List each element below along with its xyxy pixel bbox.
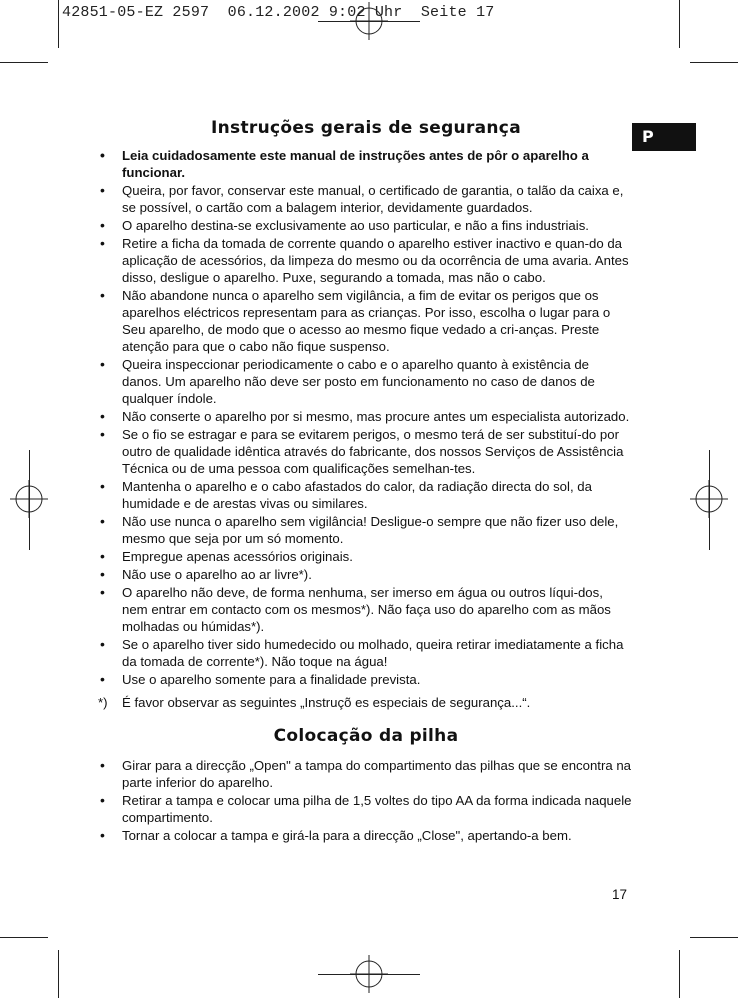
page-number: 17 [612, 887, 628, 902]
document-body [100, 118, 632, 845]
crop-mark [318, 974, 420, 975]
footnote-mark: *) [98, 695, 108, 710]
list-item: • Girar para a direcção „Open" a tampa do compartimento das pilhas que se encontra na parte inferior do aparelho. [100, 757, 632, 791]
footnote-text: É favor observar as seguintes „Instruçõ es especiais de segurança...“. [122, 695, 531, 710]
list-item: • Não conserte o aparelho por si mesmo, mas procure antes um especialista autorizado. [100, 408, 632, 425]
list-item: • O aparelho destina-se exclusivamente ao uso particular, e não a fins industriais. [100, 217, 632, 234]
list-item: • Leia cuidadosamente este manual de instruções antes de pôr o aparelho a funcionar. [100, 147, 632, 181]
crop-mark [29, 450, 30, 550]
crop-mark [318, 21, 420, 22]
crop-mark [690, 937, 738, 938]
safety-list [100, 147, 632, 688]
list-item: • Queira, por favor, conservar este manual, o certificado de garantia, o talão da caixa e, se possível, o cartão com a balagem interior, devidamente guardados. [100, 182, 632, 216]
list-item: • Não use o aparelho ao ar livre*). [100, 566, 632, 583]
list-item: • Queira inspeccionar periodicamente o cabo e o aparelho quanto à existência de danos. Um aparelho não deve ser posto em funcionamento no caso de danos de qualquer índole. [100, 356, 632, 407]
section-title-battery: Colocação da pilha [273, 726, 459, 746]
language-tab: P [632, 123, 696, 151]
list-item: • Empregue apenas acessórios originais. [100, 548, 632, 565]
print-slug-header: 42851-05-EZ 2597 06.12.2002 9:02 Uhr Seite 17 [62, 4, 495, 21]
crop-mark [709, 450, 710, 550]
crop-mark [58, 0, 59, 48]
crop-mark [679, 950, 680, 998]
list-item: • Não use nunca o aparelho sem vigilância! Desligue-o sempre que não fizer uso dele, mesmo que seja por um só momento. [100, 513, 632, 547]
list-item: • Não abandone nunca o aparelho sem vigilância, a fim de evitar os perigos que os aparelhos eléctricos representam para as crianças. Por isso, escolha o lugar para o Seu aparelho, de modo que o acesso ao mesmo fique vedado a cri-anças. Preste atenção para que o cabo não fique suspenso. [100, 287, 632, 355]
list-item: • Use o aparelho somente para a finalidade prevista. [100, 671, 632, 688]
list-item: • Se o fio se estragar e para se evitarem perigos, o mesmo terá de ser substituí-do por outro de qualidade idêntica através do fabricante, dos nossos Serviços de Assistência Técnica ou de uma pessoa com qualificações semelhan-tes. [100, 426, 632, 477]
list-item: • Se o aparelho tiver sido humedecido ou molhado, queira retirar imediatamente a ficha da tomada de corrente*). Não toque na água! [100, 636, 632, 670]
list-item: • Retirar a tampa e colocar uma pilha de 1,5 voltes do tipo AA da forma indicada naquele compartimento. [100, 792, 632, 826]
crop-mark [690, 62, 738, 63]
footnote [100, 694, 632, 711]
crop-mark [0, 937, 48, 938]
crop-mark [58, 950, 59, 998]
battery-list [100, 757, 632, 844]
list-item: • Retire a ficha da tomada de corrente quando o aparelho estiver inactivo e quan-do da aplicação de acessórios, da limpeza do mesmo ou da ocorrência de uma avaria. Antes disso, desligue o aparelho. Puxe, segurando a tomada, mas não o cabo. [100, 235, 632, 286]
crop-mark [679, 0, 680, 48]
section-title-safety: Instruções gerais de segurança [211, 118, 521, 138]
crop-mark [0, 62, 48, 63]
list-item: • Tornar a colocar a tampa e girá-la para a direcção „Close", apertando-a bem. [100, 827, 632, 844]
list-item: • O aparelho não deve, de forma nenhuma, ser imerso em água ou outros líqui-dos, nem entrar em contacto com os mesmos*). Não faça uso do aparelho com as mãos molhadas ou húmidas*). [100, 584, 632, 635]
list-item: • Mantenha o aparelho e o cabo afastados do calor, da radiação directa do sol, da humidade e de arestas vivas ou similares. [100, 478, 632, 512]
